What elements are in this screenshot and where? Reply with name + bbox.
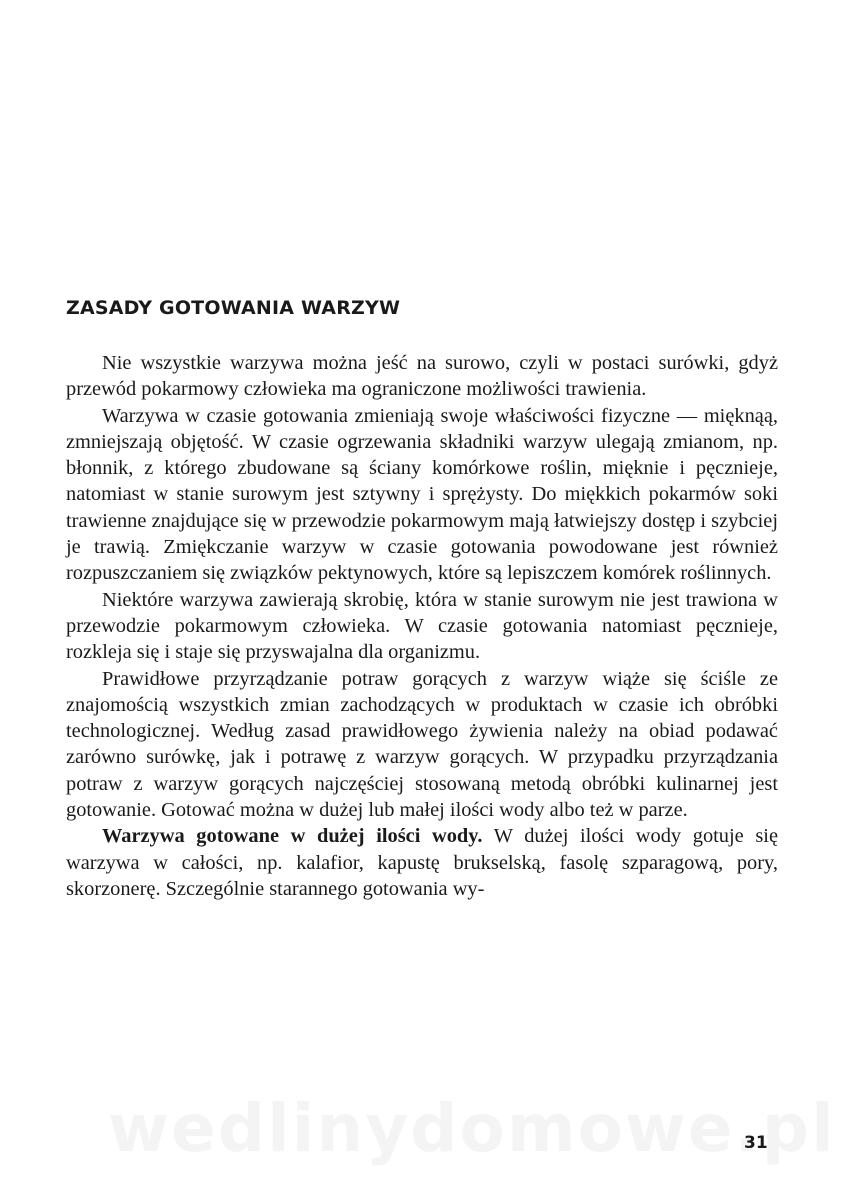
- paragraph: [66, 823, 778, 902]
- paragraph-text: Prawidłowe przyrządzanie potraw gorących z warzyw wiąże się ściśle ze znajomością wszystkich zmian zachodzących w produktach w czasie ich obróbki technologicznej. Według zasad prawidłowego żywienia należy na obiad podawać zarówno surówkę, jak i potrawę z warzyw gorących. W przypadku przyrządzania potraw z warzyw gorących najczęściej stosowaną metodą obróbki kulinarnej jest gotowanie. Gotować można w dużej lub małej ilości wody albo też w parze.: [66, 667, 778, 822]
- paragraph-text: W dużej ilości wody gotuje się warzywa w całości, np. kalafior, kapustę brukselską, fasolę szparagową, pory, skorzonerę. Szczególnie starannego gotowania wy-: [66, 825, 778, 900]
- section-heading: ZASADY GOTOWANIA WARZYW: [66, 297, 401, 319]
- body-text: [66, 350, 778, 902]
- paragraph: [66, 587, 778, 666]
- paragraph: [66, 666, 778, 824]
- paragraph: [66, 350, 778, 403]
- paragraph-lead: Warzywa gotowane w dużej ilości wody.: [102, 825, 483, 848]
- paragraph-text: Niektóre warzywa zawierają skrobię, która w stanie surowym nie jest trawiona w przewodzie pokarmowym człowieka. W czasie gotowania natomiast pęcznieje, rozkleja się i staje się przyswajalna dla organizmu.: [66, 588, 778, 664]
- page-number: 31: [744, 1133, 768, 1153]
- paragraph-text: Warzywa w czasie gotowania zmieniają swoje właściwości fizyczne — mięknąą, zmniejszają objętość. W czasie ogrzewania składniki warzyw ulegają zmianom, np. błonnik, z którego zbudowane są ściany komórkowe roślin, mięknie i pęcznieje, natomiast w stanie surowym jest sztywny i sprężysty. Do miękkich pokarmów soki trawienne znajdujące się w przewodzie pokarmowym mają łatwiejszy dostęp i szybciej je trawią. Zmiękczanie warzyw w czasie gotowania powodowane jest również rozpuszczaniem się związków pektynowych, które są lepiszczem komórek roślinnych.: [66, 404, 778, 585]
- watermark: [108, 1090, 836, 1167]
- paragraph-text: Nie wszystkie warzywa można jeść na surowo, czyli w postaci surówki, gdyż przewód pokarmowy człowieka ma ograniczone możliwości trawienia.: [66, 352, 778, 401]
- paragraph: [66, 403, 778, 587]
